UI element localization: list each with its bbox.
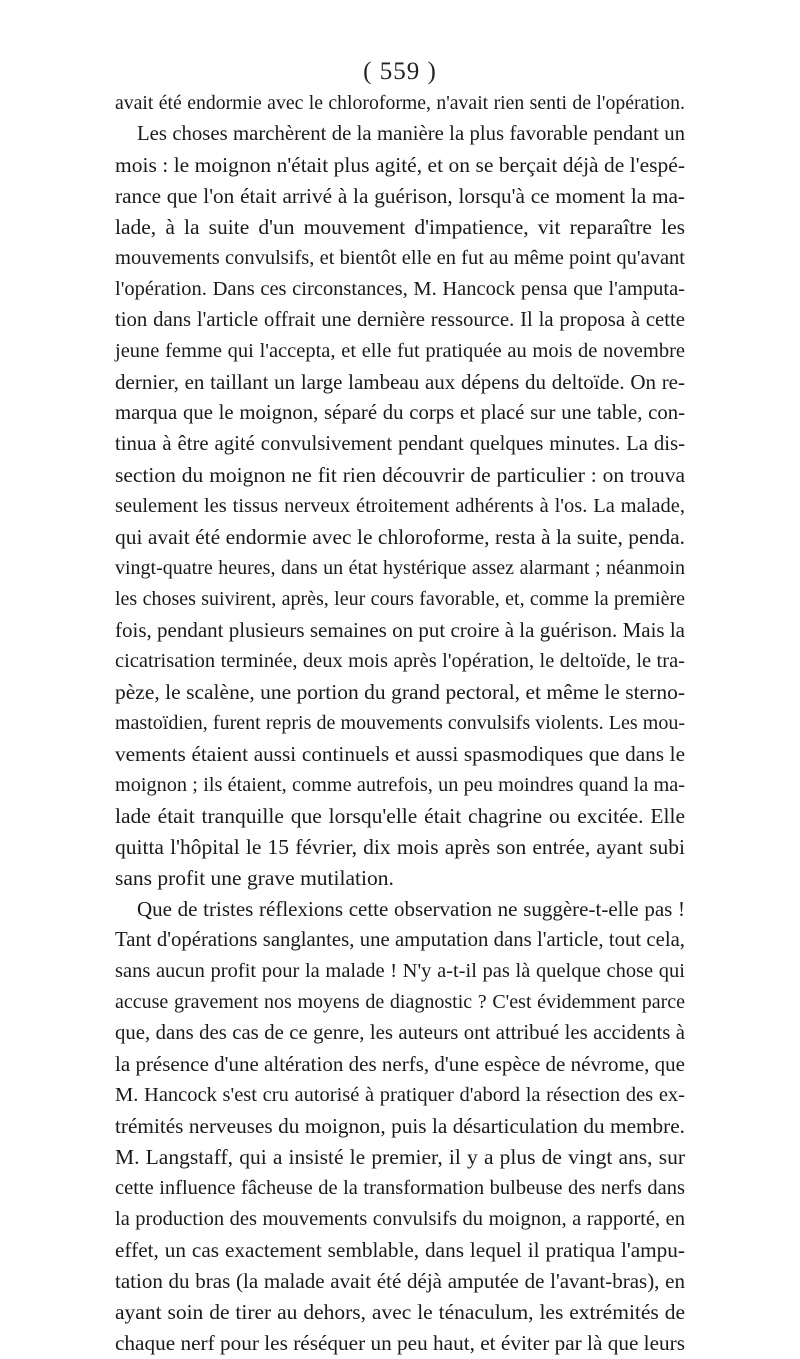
text-line: vingt-quatre heures, dans un état hystérique assez alarmant ; néanmoin (115, 557, 685, 579)
text-line: lade était tranquille que lorsqu'elle était chagrine ou excitée. Elle (115, 804, 685, 828)
text-line: la présence d'une altération des nerfs, d'une espèce de névrome, que (115, 1052, 685, 1076)
text-line: accuse gravement nos moyens de diagnostic ? C'est évidemment parce (115, 991, 685, 1013)
text-line: qui avait été endormie avec le chloroforme, resta à la suite, penda. (115, 525, 685, 549)
text-line: mouvements convulsifs, et bientôt elle en fut au même point qu'avant (115, 247, 685, 269)
text-line: chaque nerf pour les réséquer un peu haut, et éviter par là que leurs (115, 1331, 685, 1355)
text-line: fois, pendant plusieurs semaines on put croire à la guérison. Mais la (115, 618, 685, 642)
text-line: mastoïdien, furent repris de mouvements convulsifs violents. Les mou- (115, 712, 685, 734)
paragraph-end-line: sans profit une grave mutilation. (115, 866, 394, 890)
text-line: cette influence fâcheuse de la transformation bulbeuse des nerfs dans (115, 1177, 685, 1199)
text-line: effet, un cas exactement semblable, dans lequel il pratiqua l'ampu- (115, 1238, 685, 1262)
text-line: Tant d'opérations sanglantes, une amputation dans l'article, tout cela, (115, 929, 685, 951)
page-number: ( 559 ) (363, 58, 437, 85)
text-line: M. Langstaff, qui a insisté le premier, il y a plus de vingt ans, sur (115, 1145, 685, 1169)
text-line: ayant soin de tirer au dehors, avec le ténaculum, les extrémités de (115, 1300, 685, 1324)
text-line: tinua à être agité convulsivement pendant quelques minutes. La dis- (115, 433, 685, 455)
text-line: trémités nerveuses du moignon, puis la désarticulation du membre. (115, 1114, 685, 1138)
text-line: jeune femme qui l'accepta, et elle fut pratiquée au mois de novembre (115, 340, 685, 362)
text-line: tation du bras (la malade avait été déjà amputée de l'avant-bras), en (115, 1269, 685, 1293)
text-line: marqua que le moignon, séparé du corps et placé sur une table, con- (115, 402, 685, 424)
text-line: les choses suivirent, après, leur cours favorable, et, comme la première (115, 588, 685, 610)
paragraph-start-line: Que de tristes réflexions cette observation ne suggère-t-elle pas ! (137, 897, 685, 921)
text-line: avait été endormie avec le chloroforme, n'avait rien senti de l'opération. (115, 92, 685, 114)
text-line: quitta l'hôpital le 15 février, dix mois après son entrée, ayant subi (115, 835, 685, 859)
text-line: M. Hancock s'est cru autorisé à pratiquer d'abord la résection des ex- (115, 1084, 685, 1106)
text-line: vements étaient aussi continuels et aussi spasmodiques que dans le (115, 742, 685, 766)
text-line: section du moignon ne fit rien découvrir de particulier : on trouva (115, 463, 685, 487)
text-line: la production des mouvements convulsifs du moignon, a rapporté, en (115, 1208, 685, 1230)
text-line: moignon ; ils étaient, comme autrefois, un peu moindres quand la ma- (115, 774, 685, 796)
text-line: sans aucun profit pour la malade ! N'y a-t-il pas là quelque chose qui (115, 960, 685, 982)
text-line: cicatrisation terminée, deux mois après l'opération, le deltoïde, le tra- (115, 650, 685, 672)
body-text (115, 88, 685, 1359)
text-line: rance que l'on était arrivé à la guérison, lorsqu'à ce moment la ma- (115, 184, 685, 208)
text-line: seulement les tissus nerveux étroitement adhérents à l'os. La malade, (115, 495, 685, 517)
text-line: dernier, en taillant un large lambeau aux dépens du deltoïde. On re- (115, 370, 685, 394)
text-line: tion dans l'article offrait une dernière ressource. Il la proposa à cette (115, 309, 685, 331)
text-line: l'opération. Dans ces circonstances, M. Hancock pensa que l'amputa- (115, 278, 685, 300)
text-line: pèze, le scalène, une portion du grand pectoral, et même le sterno- (115, 680, 685, 704)
text-line: mois : le moignon n'était plus agité, et on se berçait déjà de l'espé- (115, 153, 685, 177)
paragraph-start-line: Les choses marchèrent de la manière la plus favorable pendant un (137, 123, 685, 145)
text-line: lade, à la suite d'un mouvement d'impatience, vit reparaître les (115, 215, 685, 239)
text-line: que, dans des cas de ce genre, les auteurs ont attribué les accidents à (115, 1022, 685, 1044)
